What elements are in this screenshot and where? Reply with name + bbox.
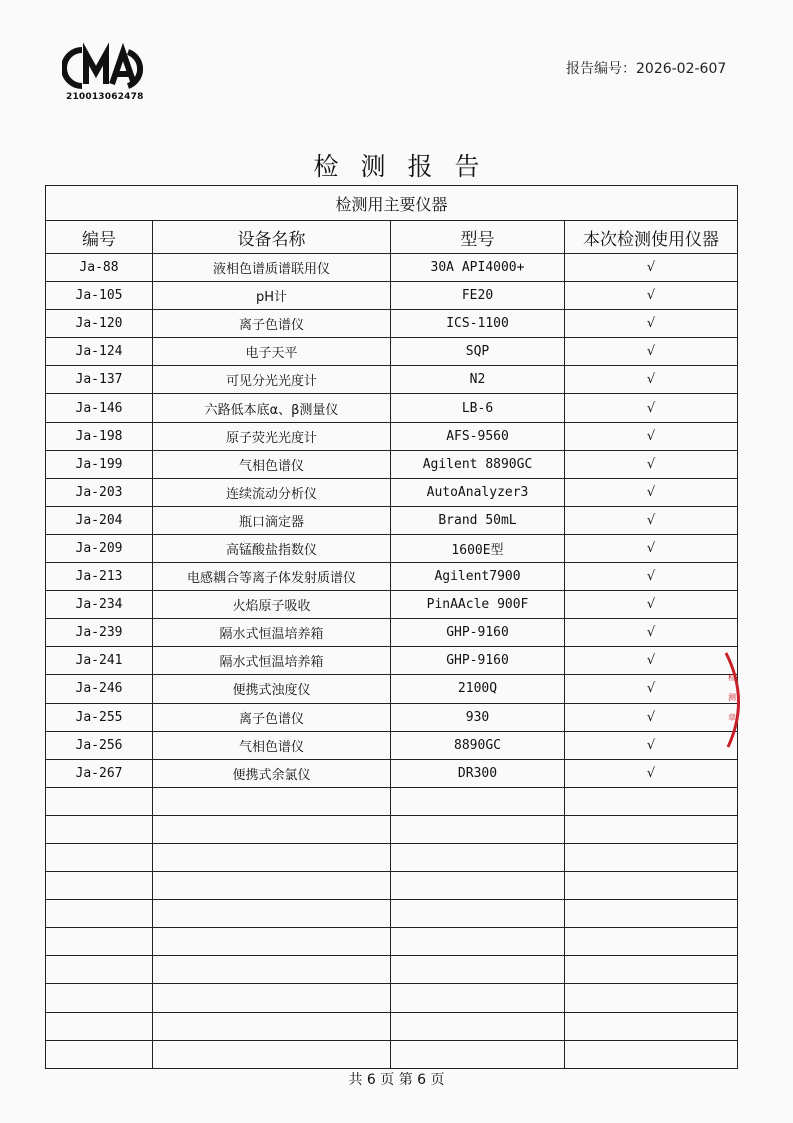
cell-id: Ja-267 [46,759,153,787]
cell-equipment-name: 液相色谱质谱联用仪 [153,254,391,282]
cell-id: Ja-137 [46,366,153,394]
empty-table-row [46,956,738,984]
empty-cell [391,815,565,843]
empty-cell [46,843,153,871]
empty-table-row [46,928,738,956]
empty-table-row [46,843,738,871]
empty-cell [153,1040,391,1068]
cell-used-check: √ [565,619,738,647]
cell-id: Ja-246 [46,675,153,703]
cell-id: Ja-255 [46,703,153,731]
cell-model: GHP-9160 [391,619,565,647]
cell-id: Ja-146 [46,394,153,422]
empty-cell [153,928,391,956]
cell-used-check: √ [565,422,738,450]
empty-cell [46,956,153,984]
empty-table-row [46,900,738,928]
table-row [46,478,738,506]
cell-id: Ja-88 [46,254,153,282]
column-header: 编号 [46,221,153,254]
cell-model: 2100Q [391,675,565,703]
page-footer: 共 6 页 第 6 页 [348,1072,445,1088]
cell-equipment-name: 可见分光光度计 [153,366,391,394]
empty-cell [46,1040,153,1068]
table-row [46,310,738,338]
cell-equipment-name: 原子荧光光度计 [153,422,391,450]
table-caption-row [46,186,738,221]
column-header: 本次检测使用仪器 [565,221,738,254]
table-row [46,338,738,366]
cell-model: Agilent7900 [391,563,565,591]
empty-table-row [46,815,738,843]
table-caption: 检测用主要仪器 [46,186,738,221]
svg-text:检: 检 [728,673,736,682]
cma-code: 210013062478 [66,92,144,102]
cell-equipment-name: 连续流动分析仪 [153,478,391,506]
cell-equipment-name: 电子天平 [153,338,391,366]
empty-cell [391,1040,565,1068]
empty-cell [391,900,565,928]
column-header: 设备名称 [153,221,391,254]
table-row [46,591,738,619]
cell-model: DR300 [391,759,565,787]
empty-cell [565,928,738,956]
cell-id: Ja-241 [46,647,153,675]
table-row [46,282,738,310]
table-row [46,534,738,562]
cell-equipment-name: 气相色谱仪 [153,450,391,478]
cell-equipment-name: 电感耦合等离子体发射质谱仪 [153,563,391,591]
table-row [46,563,738,591]
table-row [46,394,738,422]
cell-id: Ja-198 [46,422,153,450]
cell-used-check: √ [565,254,738,282]
empty-cell [153,1012,391,1040]
empty-cell [46,815,153,843]
cell-model: ICS-1100 [391,310,565,338]
cell-equipment-name: 瓶口滴定器 [153,506,391,534]
table-row [46,647,738,675]
cell-model: LB-6 [391,394,565,422]
cell-used-check: √ [565,759,738,787]
table-row [46,450,738,478]
table-row [46,422,738,450]
cell-equipment-name: 便携式余氯仪 [153,759,391,787]
empty-cell [153,956,391,984]
cell-model: AutoAnalyzer3 [391,478,565,506]
cell-model: 8890GC [391,731,565,759]
cell-equipment-name: 气相色谱仪 [153,731,391,759]
cell-model: N2 [391,366,565,394]
empty-table-row [46,1040,738,1068]
cell-model: 30A API4000+ [391,254,565,282]
empty-cell [391,928,565,956]
cell-used-check: √ [565,731,738,759]
empty-cell [46,900,153,928]
cell-used-check: √ [565,534,738,562]
empty-cell [153,900,391,928]
cell-equipment-name: 高锰酸盐指数仪 [153,534,391,562]
cell-used-check: √ [565,478,738,506]
empty-cell [391,1012,565,1040]
cell-id: Ja-234 [46,591,153,619]
cell-equipment-name: 离子色谱仪 [153,703,391,731]
table-row [46,619,738,647]
table-row [46,731,738,759]
empty-cell [46,787,153,815]
cell-id: Ja-124 [46,338,153,366]
instrument-table [45,185,738,1069]
empty-cell [565,1040,738,1068]
cell-used-check: √ [565,450,738,478]
empty-cell [153,872,391,900]
empty-cell [46,1012,153,1040]
empty-cell [391,872,565,900]
cell-id: Ja-213 [46,563,153,591]
cell-used-check: √ [565,338,738,366]
page-title: 检测报告 [313,152,502,181]
cell-id: Ja-239 [46,619,153,647]
empty-cell [565,787,738,815]
empty-cell [46,872,153,900]
cell-id: Ja-203 [46,478,153,506]
cell-used-check: √ [565,675,738,703]
cell-used-check: √ [565,282,738,310]
cell-equipment-name: 便携式浊度仪 [153,675,391,703]
empty-table-row [46,787,738,815]
cell-model: AFS-9560 [391,422,565,450]
empty-cell [153,787,391,815]
empty-cell [565,872,738,900]
cell-equipment-name: 隔水式恒温培养箱 [153,647,391,675]
empty-cell [46,928,153,956]
cell-equipment-name: 火焰原子吸收 [153,591,391,619]
cell-id: Ja-120 [46,310,153,338]
empty-cell [391,787,565,815]
empty-cell [565,1012,738,1040]
table-header-row [46,221,738,254]
cell-used-check: √ [565,703,738,731]
cell-used-check: √ [565,310,738,338]
cell-used-check: √ [565,366,738,394]
cell-id: Ja-209 [46,534,153,562]
cell-used-check: √ [565,563,738,591]
empty-table-row [46,1012,738,1040]
cell-model: 1600E型 [391,534,565,562]
cell-id: Ja-256 [46,731,153,759]
svg-text:测: 测 [728,693,736,702]
cell-model: Brand 50mL [391,506,565,534]
cell-model: GHP-9160 [391,647,565,675]
cell-id: Ja-105 [46,282,153,310]
report-number: 报告编号：2026-02-607 [566,61,727,77]
empty-cell [565,956,738,984]
cell-equipment-name: pH计 [153,282,391,310]
empty-cell [565,843,738,871]
seal-stamp-icon [718,650,748,750]
empty-cell [391,956,565,984]
empty-cell [565,900,738,928]
cell-equipment-name: 六路低本底α、β测量仪 [153,394,391,422]
cell-model: 930 [391,703,565,731]
empty-cell [565,815,738,843]
column-header: 型号 [391,221,565,254]
cell-equipment-name: 离子色谱仪 [153,310,391,338]
table-row [46,675,738,703]
empty-cell [565,984,738,1012]
table-row [46,254,738,282]
table-row [46,759,738,787]
empty-table-row [46,984,738,1012]
table-row [46,366,738,394]
svg-text:章: 章 [728,713,736,722]
cell-id: Ja-204 [46,506,153,534]
cell-equipment-name: 隔水式恒温培养箱 [153,619,391,647]
cell-model: Agilent 8890GC [391,450,565,478]
empty-cell [391,843,565,871]
empty-cell [153,843,391,871]
table-row [46,703,738,731]
empty-cell [153,815,391,843]
cell-used-check: √ [565,591,738,619]
empty-table-row [46,872,738,900]
cell-used-check: √ [565,506,738,534]
cell-used-check: √ [565,647,738,675]
empty-cell [391,984,565,1012]
cell-model: PinAAcle 900F [391,591,565,619]
table-row [46,506,738,534]
cell-model: SQP [391,338,565,366]
cell-model: FE20 [391,282,565,310]
empty-cell [153,984,391,1012]
cell-id: Ja-199 [46,450,153,478]
cell-used-check: √ [565,394,738,422]
empty-cell [46,984,153,1012]
